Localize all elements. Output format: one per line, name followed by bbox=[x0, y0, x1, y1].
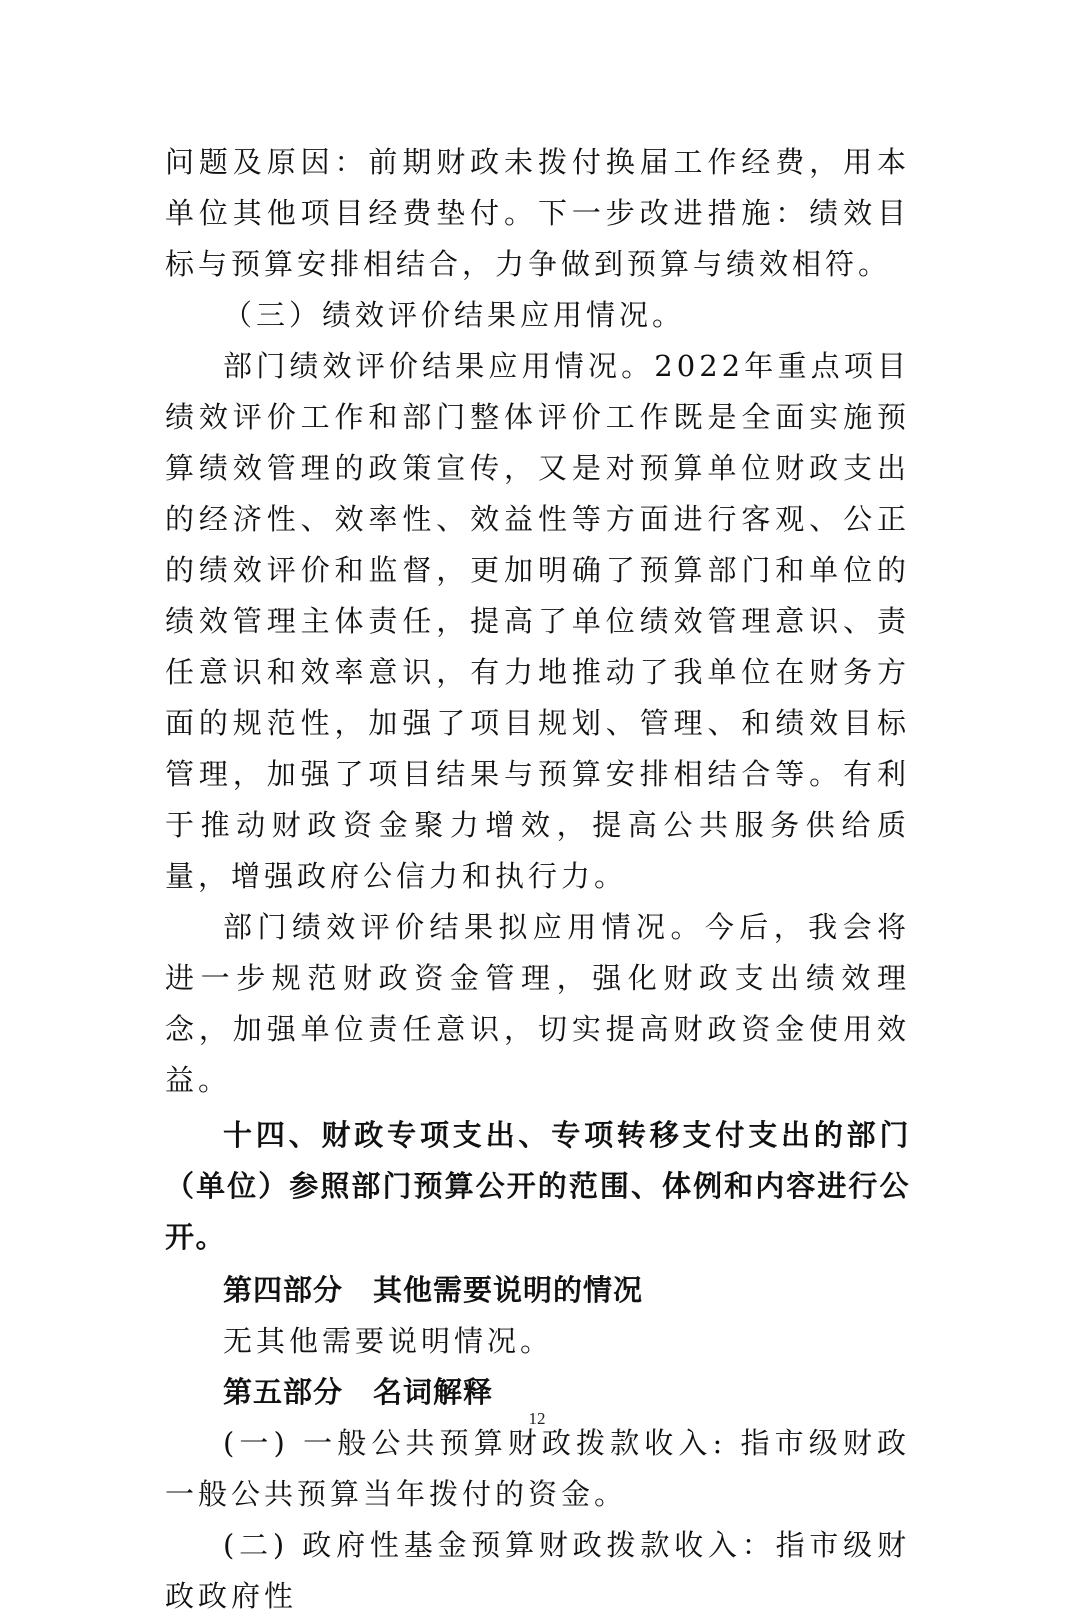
paragraph-section-three: （三）绩效评价结果应用情况。 bbox=[223, 298, 686, 332]
document-body bbox=[165, 137, 910, 1622]
paragraph-evaluation-application: 部门绩效评价结果应用情况。2022年重点项目绩效评价工作和部门整体评价工作既是全面实施预算绩效管理的政策宣传，又是对预算单位财政支出的经济性、效率性、效益性等方面进行客观、公正的绩效评价和监督，更加明确了预算部门和单位的绩效管理主体责任，提高了单位绩效管理意识、责任意识和效率意识，有力地推动了我单位在财务方面的规范性，加强了项目规划、管理、和绩效目标管理，加强了项目结果与预算安排相结合等。有利于推动财政资金聚力增效，提高公共服务供给质量，增强政府公信力和执行力。 bbox=[165, 349, 910, 893]
paragraph-problem-cause: 问题及原因：前期财政未拨付换届工作经费，用本单位其他项目经费垫付。下一步改进措施：绩效目标与预算安排相结合，力争做到预算与绩效相符。 bbox=[165, 145, 910, 281]
heading-part-four: 第四部分 其他需要说明的情况 bbox=[223, 1273, 644, 1307]
paragraph-planned-application: 部门绩效评价结果拟应用情况。今后，我会将进一步规范财政资金管理，强化财政支出绩效理念，加强单位责任意识，切实提高财政资金使用效益。 bbox=[165, 910, 910, 1097]
paragraph-definition-one: (一) 一般公共预算财政拨款收入: 指市级财政一般公共预算当年拨付的资金。 bbox=[165, 1426, 910, 1511]
paragraph-no-other-info: 无其他需要说明情况。 bbox=[223, 1324, 554, 1358]
heading-part-five: 第五部分 名词解释 bbox=[223, 1375, 494, 1409]
page-number: 12 bbox=[528, 1409, 546, 1428]
heading-item-fourteen: 十四、财政专项支出、专项转移支付支出的部门（单位）参照部门预算公开的范围、体例和内容进行公开。 bbox=[165, 1118, 910, 1254]
paragraph-definition-two: (二) 政府性基金预算财政拨款收入：指市级财政政府性 bbox=[165, 1528, 910, 1613]
